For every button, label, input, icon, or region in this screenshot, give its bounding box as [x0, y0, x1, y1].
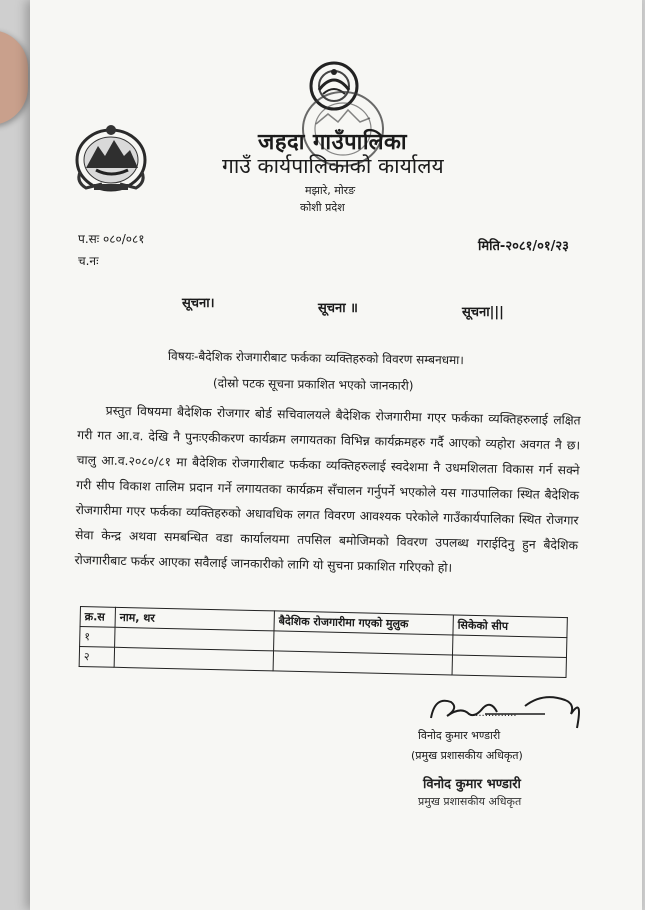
subject-note: (दोस्रो पटक सूचना प्रकाशित भएको जानकारी)	[212, 376, 414, 393]
stamp-name: विनोद कुमार भण्डारी	[423, 777, 521, 792]
notice-label-1: सूचना।	[182, 296, 215, 311]
office-name: जहदा गाउँपालिका	[258, 130, 408, 155]
document-date: मिति-२०८१/०१/२३	[478, 239, 569, 254]
stamp-title: प्रमुख प्रशासकीय अधिकृत	[418, 795, 522, 808]
notice-label-2: सूचना ॥	[318, 301, 358, 316]
table-cell	[452, 635, 566, 658]
office-subtitle: गाउँ कार्यपालिकाको कार्यालय	[222, 154, 444, 178]
column-header: सिकेको सीप	[453, 615, 567, 638]
subject-line: विषयः-बैदेशिक रोजगारीबाट फर्कका व्यक्तिहरुको विवरण सम्बनधमा।	[167, 349, 464, 368]
table-cell: १	[80, 627, 115, 648]
dispatch-number: च.नः	[78, 254, 99, 268]
details-table	[79, 606, 568, 678]
notice-label-3: सूचना|||	[462, 305, 504, 320]
table-cell: २	[79, 647, 114, 668]
table-cell	[273, 651, 452, 675]
column-header: क्र.स	[80, 607, 115, 628]
finger-edge	[0, 30, 28, 125]
signatory-title: (प्रमुख प्रशासकीय अधिकृत)	[411, 749, 523, 762]
notice-body: प्रस्तुत विषयमा बैदेशिक रोजगार बोर्ड सचिवालयले बैदेशिक रोजगारीमा गएर फर्कका व्यक्तिहरुलाई लक्षित गरी गत आ.व. देखि नै पुनःएकीकरण कार्यक्रम लगायतका विभिन्न कार्यक्रमहरु गर्दै आएको व्यहोरा अवगत नै छ। चालु आ.व.२०८०/८१ मा बैदेशिक रोजगारीबाट फर्कका व्यक्तिहरुलाई स्वदेशमा नै उधमशिलता विकास गर्न सक्ने गरी सीप विकाश तालिम प्रदान गर्ने लगायतका कार्यक्रम सँचालन गर्नुपर्ने भएकोले यस गाउपालिका स्थित बैदेशिक रोजगारीमा गएर फर्कका व्यक्तिहरुको अधावधिक लगत विवरण आवश्यक परेकोले गाउँकार्यपालिका स्थित रोजगार सेवा केन्द्र अथवा समबन्धित वडा कार्यालयमा तपसिल बमोजिमको विवरण उपलब्ध गराईदिनु हुन बैदेशिक रोजगारीबाट फर्कर आएका सवैलाई जानकारीको लागि यो सुचना प्रकाशित गरिएको हो।	[74, 403, 581, 575]
column-header: बैदेशिक रोजगारीमा गएको मुलुक	[274, 611, 453, 635]
table-cell	[114, 647, 273, 671]
reference-number: प.सः ०८०/०८१	[78, 232, 145, 246]
table-cell	[452, 655, 566, 678]
signatory-name: विनोद कुमार भण्डारी	[418, 729, 501, 742]
column-header: नाम, थर	[115, 607, 274, 631]
signature-dots: ..............	[472, 708, 517, 719]
address-line-2: कोशी प्रदेश	[300, 201, 345, 214]
address-line-1: मझारे, मोरङ	[305, 184, 356, 197]
nepal-emblem-icon	[72, 122, 150, 194]
